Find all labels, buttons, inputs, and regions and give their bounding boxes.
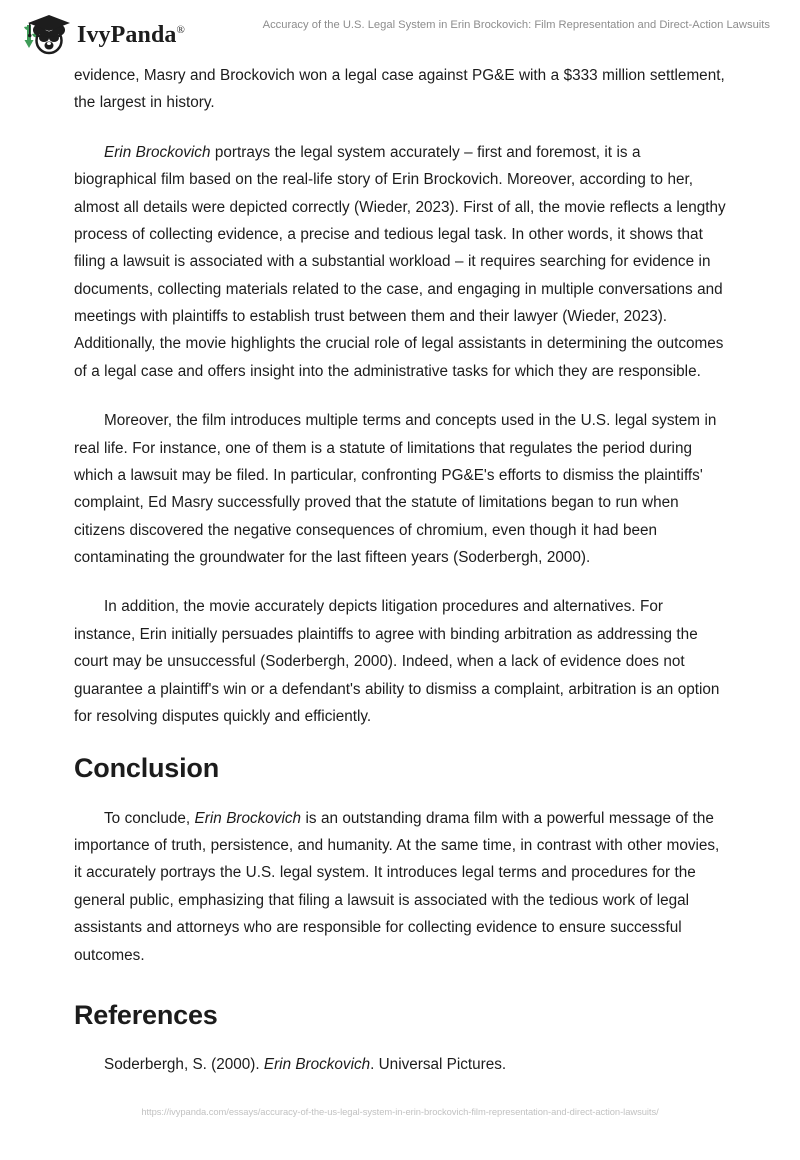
- film-title-italic: Erin Brockovich: [263, 1056, 371, 1074]
- body-paragraph: Erin Brockovich portrays the legal system accurately – first and foremost, it is a biographical film based on the real-life story of Erin Brockovich. Moreover, according to her, almost all details were depicted correctly (Wieder, 2023). First of all, the movie reflects a lengthy process of collecting evidence, a precise and tedious legal task. In other words, it shows that filing a lawsuit is associated with a substantial workload – it requires searching for evidence in documents, collecting materials related to the case, and engaging in multiple conversations and meetings with plaintiffs to establish trust between them and their lawyer (Wieder, 2023). Additionally, the movie highlights the crucial role of legal assistants in determining the outcomes of a legal case and offers insight into the administrative tasks for which they are responsible.: [74, 143, 726, 380]
- body-paragraph: evidence, Masry and Brockovich won a legal case against PG&E with a $333 million settlement, the largest in history.: [74, 67, 725, 112]
- brand-logo[interactable]: [18, 12, 185, 58]
- document-body: [74, 62, 726, 1079]
- page-footer: [0, 1106, 800, 1117]
- conclusion-heading: Conclusion: [74, 753, 219, 784]
- reference-list: [74, 1051, 726, 1078]
- body-paragraphs: [74, 62, 726, 730]
- body-paragraph: In addition, the movie accurately depicts litigation procedures and alternatives. For instance, Erin initially persuades plaintiffs to agree with binding arbitration as addressing the court may be unsuccessful (Soderbergh, 2000). Indeed, when a lack of evidence does not guarantee a plaintiff's win or a defendant's ability to dismiss a complaint, arbitration is an option for resolving disputes quickly and efficiently.: [74, 598, 720, 725]
- panda-graduation-cap-icon: [18, 12, 70, 58]
- references-heading: References: [74, 999, 218, 1030]
- reference-entry: Soderbergh, S. (2000). Erin Brockovich. Universal Pictures.: [104, 1056, 507, 1074]
- registered-mark: ®: [176, 24, 185, 36]
- brand-name: IvyPanda®: [77, 22, 185, 48]
- page-title: Accuracy of the U.S. Legal System in Erin Brockovich: Film Representation and Direct-Action Lawsuits: [262, 19, 770, 31]
- conclusion-paragraph-container: [74, 805, 726, 969]
- conclusion-paragraph: To conclude, Erin Brockovich is an outstanding drama film with a powerful message of the importance of truth, persistence, and humanity. At the same time, in contrast with other movies, it accurately portrays the U.S. legal system. It introduces legal terms and procedures for the general public, emphasizing that filing a lawsuit is associated with the tedious work of legal assistants and attorneys who are responsible for collecting evidence to ensure successful outcomes.: [74, 809, 720, 964]
- film-title-italic: Erin Brockovich: [194, 809, 302, 827]
- body-paragraph: Moreover, the film introduces multiple terms and concepts used in the U.S. legal system in real life. For instance, one of them is a statute of limitations that regulates the period during which a lawsuit may be filed. In particular, confronting PG&E's efforts to dismiss the plaintiffs' complaint, Ed Masry successfully proved that the statute of limitations began to run when citizens discovered the negative consequences of chromium, even though it had been contaminating the groundwater for the last fifteen years (Soderbergh, 2000).: [74, 412, 717, 566]
- source-url-link[interactable]: https://ivypanda.com/essays/accuracy-of-the-us-legal-system-in-erin-brockovich-film-representation-and-direct-action-lawsuits/: [141, 1106, 659, 1117]
- film-title-italic: Erin Brockovich: [104, 143, 211, 161]
- page-header: [0, 0, 800, 62]
